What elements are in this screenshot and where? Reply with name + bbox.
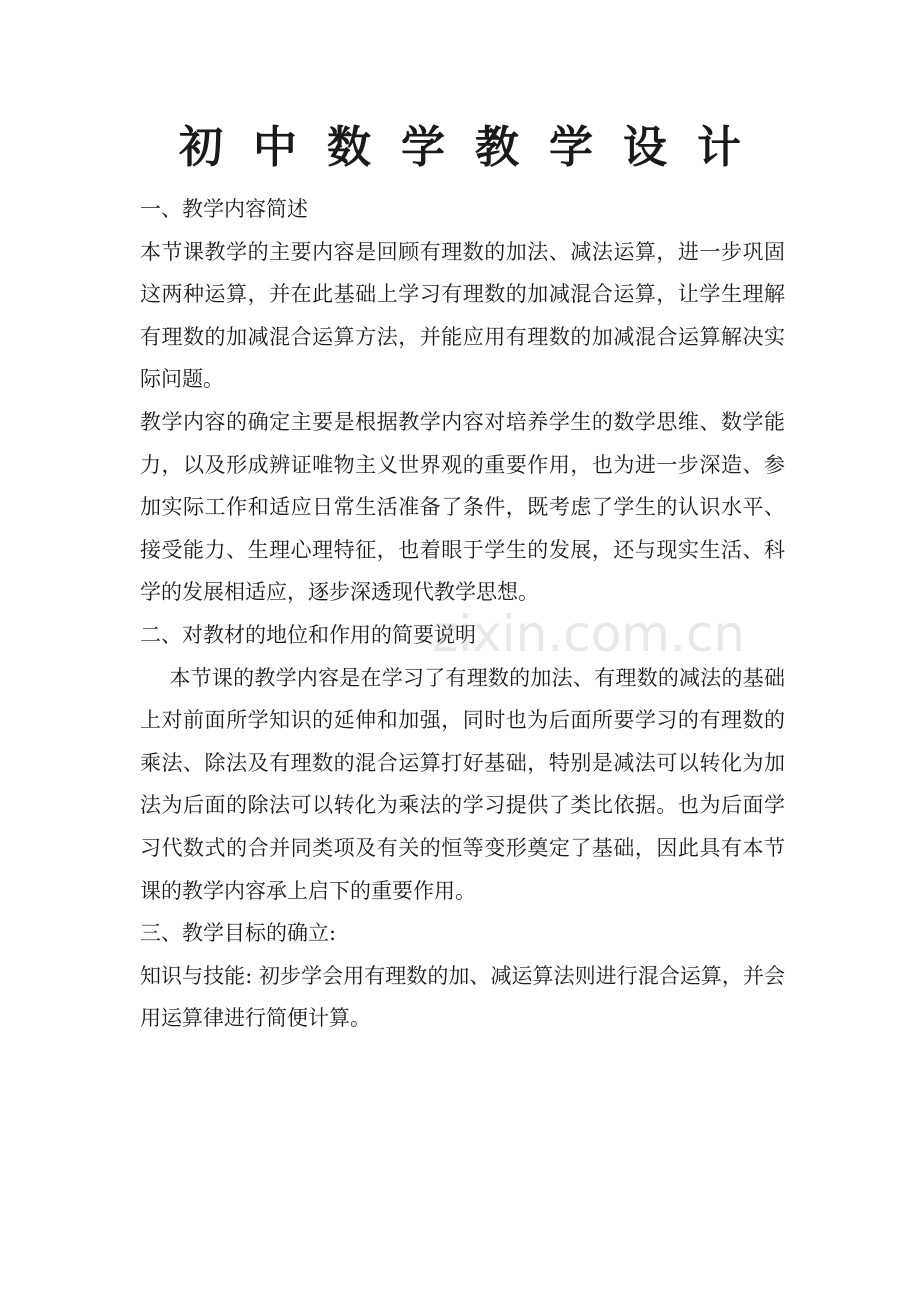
section-1-paragraph-1: 本节课教学的主要内容是回顾有理数的加法、减法运算，进一步巩固这两种运算，并在此基础上学习有理数的加减混合运算，让学生理解有理数的加减混合运算方法，并能应用有理数的加减混合运算解决实际问题。: [140, 239, 785, 392]
section-1-paragraph-2: 教学内容的确定主要是根据教学内容对培养学生的数学思维、数学能力，以及形成辨证唯物主义世界观的重要作用，也为进一步深造、参加实际工作和适应日常生活准备了条件，既考虑了学生的认识水平、接受能力、生理心理特征，也着眼于学生的发展，还与现实生活、科学的发展相适应，逐步深透现代教学思想。: [140, 409, 785, 605]
watermark-text: zixin.com.cn: [432, 605, 746, 663]
document-body: [140, 188, 785, 1040]
section-2-paragraph-1: 本节课的教学内容是在学习了有理数的加法、有理数的减法的基础上对前面所学知识的延伸和加强，同时也为后面所要学习的有理数的乘法、除法及有理数的混合运算打好基础，特别是减法可以转化为加法为后面的除法可以转化为乘法的学习提供了类比依据。也为后面学习代数式的合并同类项及有关的恒等变形奠定了基础，因此具有本节课的教学内容承上启下的重要作用。: [140, 665, 785, 903]
section-heading-2: 二、对教材的地位和作用的简要说明: [140, 622, 476, 647]
section-3-paragraph-1: 知识与技能: 初步学会用有理数的加、减运算法则进行混合运算，并会用运算律进行简便计算。: [140, 963, 785, 1031]
section-heading-3: 三、教学目标的确立:: [140, 921, 337, 946]
document-title: 初中数学教学设计: [179, 122, 771, 173]
section-heading-1: 一、教学内容简述: [140, 197, 308, 221]
